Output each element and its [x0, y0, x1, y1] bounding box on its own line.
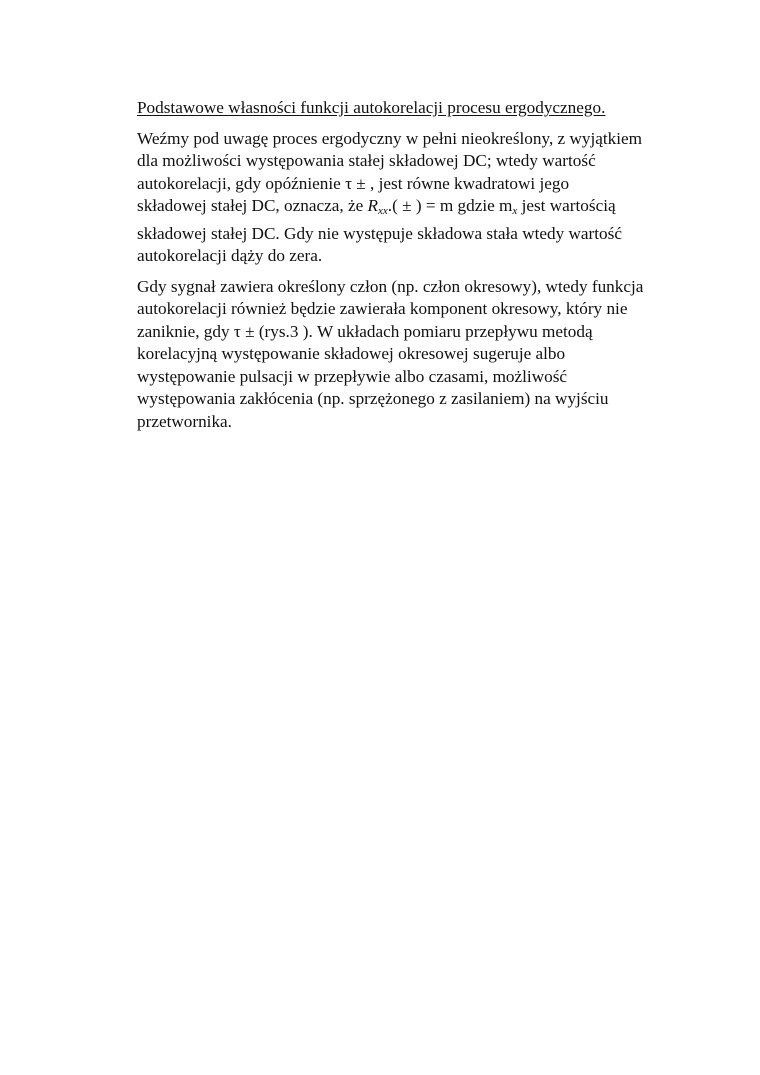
paragraph-2-line-6: występowania zakłócenia (np. sprzężonego z zasilaniem) na wyjściu	[137, 389, 609, 408]
line-4-text-b: .( ± ) = m gdzie m	[387, 196, 513, 215]
line-4-text-a: składowej stałej DC, oznacza, że	[137, 196, 368, 215]
paragraph-1-line-6: autokorelacji dąży do zera.	[137, 246, 323, 265]
paragraph-2-line-2: autokorelacji również będzie zawierała komponent okresowy, który nie	[137, 299, 628, 318]
mean-subscript: x	[512, 205, 518, 217]
autocorrelation-symbol: R	[367, 196, 379, 215]
paragraph-1-line-5: składowej stałej DC. Gdy nie występuje składowa stała wtedy wartość	[137, 223, 622, 243]
document-title: Podstawowe własności funkcji autokorelacji procesu ergodycznego.	[137, 98, 606, 117]
paragraph-2	[137, 276, 677, 434]
paragraph-1-line-1: Weźmy pod uwagę proces ergodyczny w pełni nieokreślony, z wyjątkiem	[137, 128, 643, 148]
paragraph-1-line-3: autokorelacji, gdy opóźnienie τ ± , jest równe kwadratowi jego	[137, 173, 570, 193]
paragraph-1-line-2: dla możliwości występowania stałej składowej DC; wtedy wartość	[137, 151, 596, 170]
paragraph-2-line-5: występowanie pulsacji w przepływie albo czasami, możliwość	[137, 366, 568, 386]
paragraph-2-line-3: zaniknie, gdy τ ± (rys.3 ). W układach pomiaru przepływu metodą	[137, 321, 593, 341]
paragraph-1	[137, 128, 677, 268]
paragraph-2-line-7: przetwornika.	[137, 411, 232, 431]
autocorrelation-subscript: xx	[378, 205, 388, 217]
paragraph-2-line-1: Gdy sygnał zawiera określony człon (np. człon okresowy), wtedy funkcja	[137, 276, 644, 296]
paragraph-2-line-4: korelacyjną występowanie składowej okresowej sugeruje albo	[137, 344, 566, 363]
line-4-text-c: jest wartością	[517, 196, 616, 215]
document-body	[137, 97, 677, 441]
paragraph-1-line-4	[137, 195, 677, 223]
